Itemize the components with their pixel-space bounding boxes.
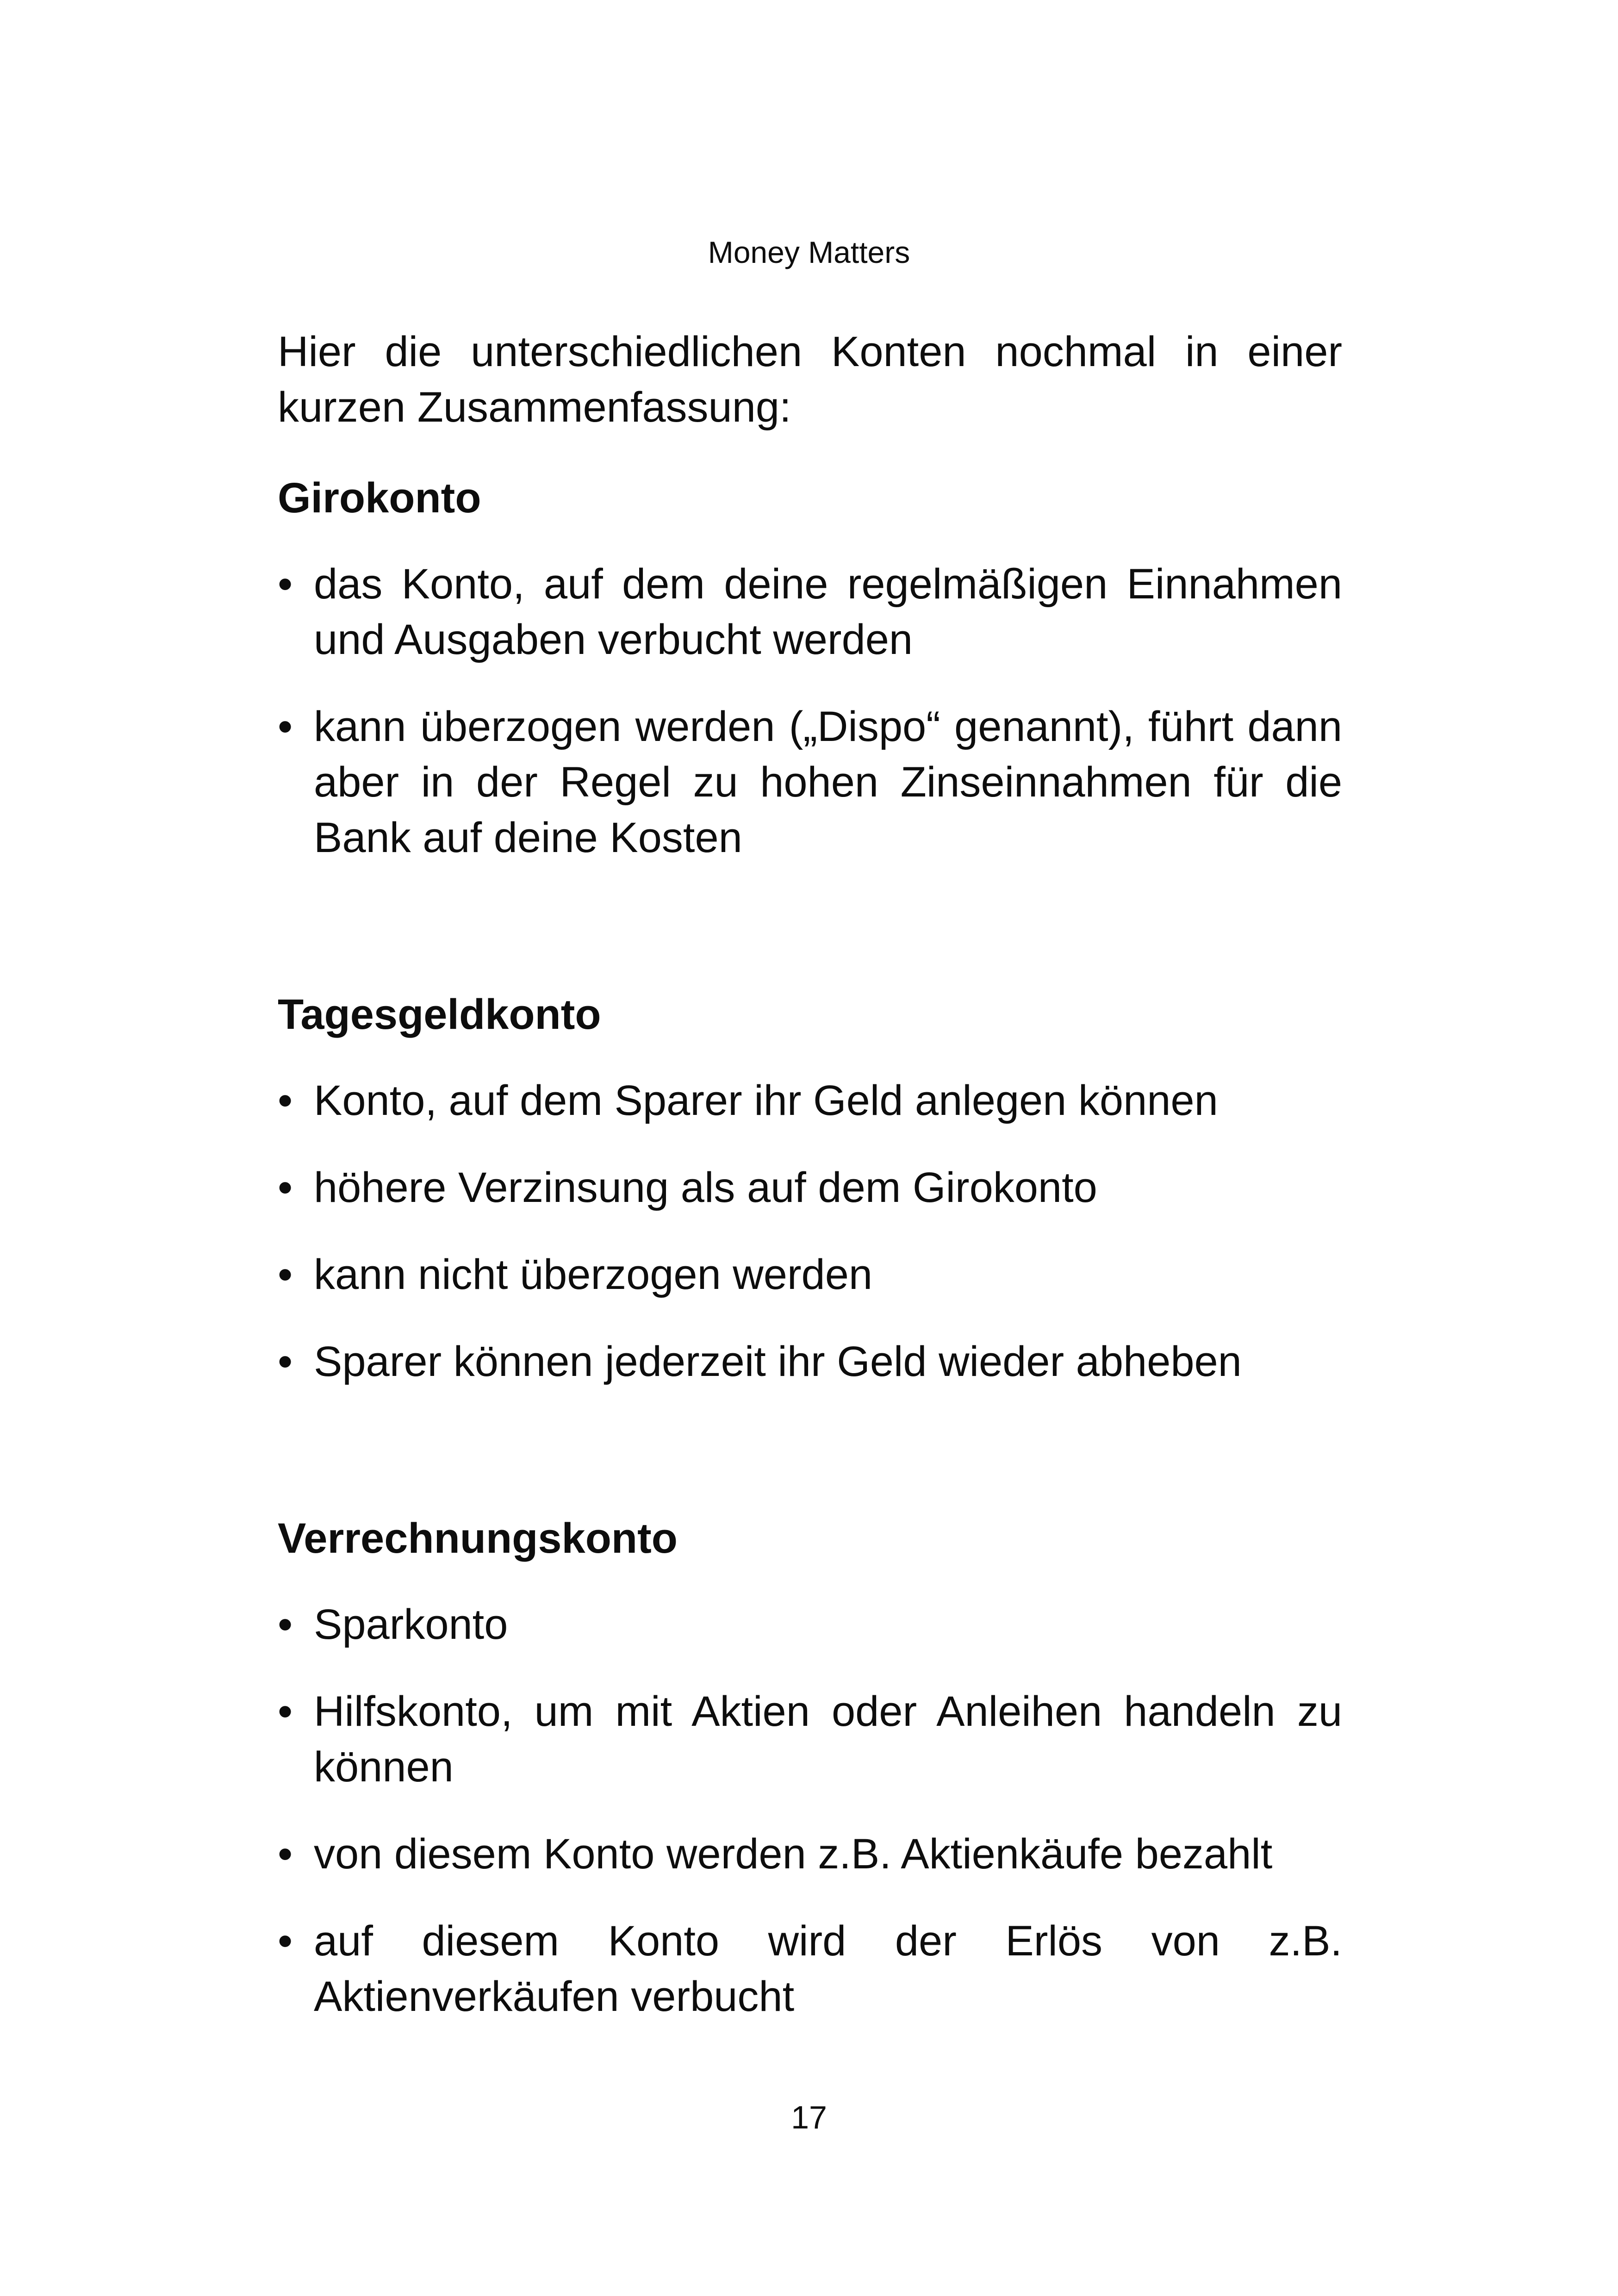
list-item-text: das Konto, auf dem deine regelmäßigen Einnahmen und Ausgaben verbucht werden: [314, 560, 1342, 663]
list-item: [278, 699, 1342, 865]
list-item: [278, 1334, 1342, 1389]
list-item-text: Konto, auf dem Sparer ihr Geld anlegen können: [314, 1077, 1218, 1124]
list-item: [278, 1597, 1342, 1652]
section-heading-verrechnungskonto: Verrechnungskonto: [278, 1515, 678, 1562]
list-item-text: Sparer können jederzeit ihr Geld wieder abheben: [314, 1338, 1242, 1385]
list-item-text: Hilfskonto, um mit Aktien oder Anleihen handeln zu können: [314, 1688, 1342, 1791]
bullet-icon: •: [278, 1830, 293, 1878]
running-header: Money Matters: [708, 235, 910, 269]
list-item: [278, 1913, 1342, 2024]
bullet-list-girokonto: [278, 556, 1342, 865]
list-item: [278, 556, 1342, 667]
bullet-icon: •: [278, 1601, 293, 1648]
bullet-icon: •: [278, 1917, 293, 1965]
list-item-text: kann überzogen werden („Dispo“ genannt), führt dann aber in der Regel zu hohen Zinseinnahmen für die Bank auf deine Kosten: [314, 703, 1342, 861]
list-item: [278, 1826, 1342, 1882]
intro-paragraph: Hier die unterschiedlichen Konten nochmal in einer kurzen Zusammenfassung:: [278, 328, 1342, 431]
list-item: [278, 1684, 1342, 1795]
bullet-icon: •: [278, 1251, 293, 1298]
list-item: [278, 1073, 1342, 1128]
bullet-list-tagesgeldkonto: [278, 1073, 1342, 1389]
page-number: 17: [791, 2099, 827, 2135]
bullet-icon: •: [278, 1338, 293, 1385]
list-item-text: Sparkonto: [314, 1601, 508, 1648]
list-item-text: von diesem Konto werden z.B. Aktienkäufe bezahlt: [314, 1830, 1273, 1878]
list-item-text: kann nicht überzogen werden: [314, 1251, 873, 1298]
section-heading-girokonto: Girokonto: [278, 474, 481, 522]
bullet-icon: •: [278, 1164, 293, 1211]
list-item: [278, 1247, 1342, 1302]
section-heading-tagesgeldkonto: Tagesgeldkonto: [278, 991, 601, 1038]
page-body: [278, 324, 1342, 2024]
bullet-icon: •: [278, 1688, 293, 1735]
bullet-list-verrechnungskonto: [278, 1597, 1342, 2024]
bullet-icon: •: [278, 560, 293, 608]
list-item: [278, 1160, 1342, 1215]
bullet-icon: •: [278, 703, 293, 750]
list-item-text: auf diesem Konto wird der Erlös von z.B. Aktienverkäufen verbucht: [314, 1917, 1342, 2020]
list-item-text: höhere Verzinsung als auf dem Girokonto: [314, 1164, 1097, 1211]
bullet-icon: •: [278, 1077, 293, 1124]
